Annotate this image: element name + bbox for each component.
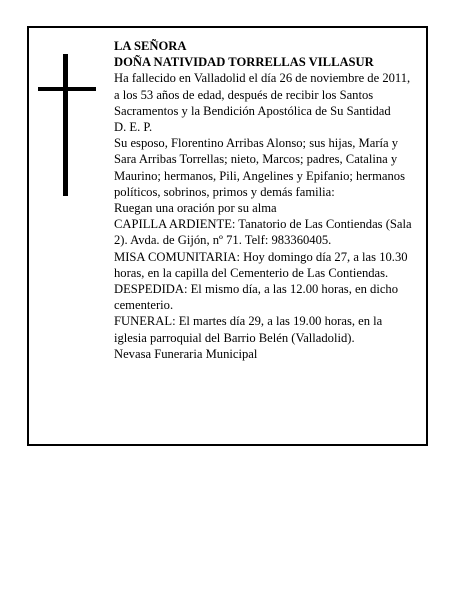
chapel-details: CAPILLA ARDIENTE: Tanatorio de Las Contiendas (Sala 2). Avda. de Gijón, nº 71. Telf: 983360405.	[114, 217, 412, 248]
deceased-name: DOÑA NATIVIDAD TORRELLAS VILLASUR	[114, 55, 374, 70]
cross-vertical-bar	[63, 54, 68, 196]
funeral-details: FUNERAL: El martes día 29, a las 19.00 horas, en la iglesia parroquial del Barrio Belén (Valladolid).	[114, 314, 383, 345]
farewell-details: DESPEDIDA: El mismo día, a las 12.00 horas, en dicho cementerio.	[114, 282, 399, 313]
cross-horizontal-bar	[38, 87, 96, 91]
cross-icon	[38, 54, 96, 196]
mass-details: MISA COMUNITARIA: Hoy domingo día 27, a las 10.30 horas, en la capilla del Cementerio de Las Contiendas.	[114, 249, 408, 280]
notice-body	[114, 38, 416, 362]
family-members: Su esposo, Florentino Arribas Alonso; sus hijas, María y Sara Arribas Torrellas; nieto, Marcos; padres, Catalina y Maurino; hermanos, Pili, Angelines y Epifanio; hermanos políticos, sobrinos, primos y demás familia:	[114, 136, 406, 199]
rest-in-peace: D. E. P.	[114, 120, 153, 135]
death-announcement: Ha fallecido en Valladolid el día 26 de noviembre de 2011, a los 53 años de edad, después de recibir los Santos Sacramentos y la Bendición Apostólica de Su Santidad	[114, 71, 411, 118]
notice-heading: LA SEÑORA	[114, 39, 187, 53]
prayer-request: Ruegan una oración por su alma	[114, 201, 277, 216]
funeral-home: Nevasa Funeraria Municipal	[114, 346, 258, 361]
